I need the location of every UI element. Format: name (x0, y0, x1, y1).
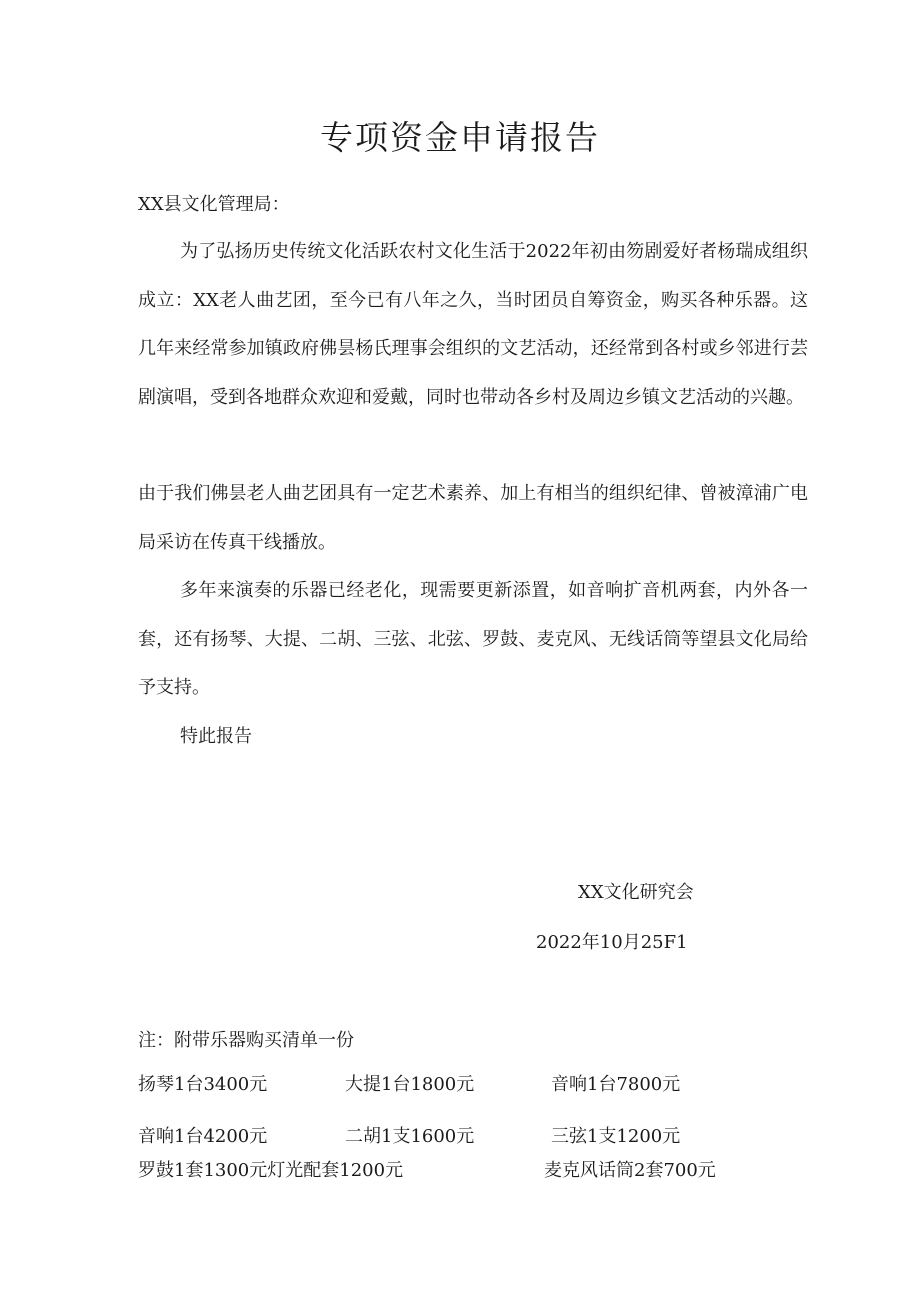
list-item: 扬琴1台3400元 (138, 1074, 268, 1095)
list-item: 音响1台4200元 (138, 1126, 268, 1147)
signature-date: 2022年10月25F1 (536, 932, 688, 953)
list-item: 音响1台7800元 (551, 1074, 681, 1095)
list-item: 大提1台1800元 (345, 1074, 475, 1095)
paragraph-reputation: 由于我们佛昙老人曲艺团具有一定艺术素养、加上有相当的组织纪律、曾被漳浦广电局采访在传真干线播放。 (138, 483, 808, 553)
list-item: 罗鼓1套1300元灯光配套1200元 (138, 1160, 404, 1181)
paragraph-founding: 为了弘扬历史传统文化活跃农村文化生活于2022年初由笏剧爱好者杨瑞成组织成立：XX老人曲艺团，至今已有八年之久，当时团员自筹资金，购买各种乐器。这几年来经常参加镇政府佛昙杨氏理事会组织的文艺活动，还经常到各村或乡邻进行芸剧演唱，受到各地群众欢迎和爱戴，同时也带动各乡村及周边乡镇文艺活动的兴趣。 (138, 241, 808, 408)
document-title: 专项资金申请报告 (320, 118, 600, 157)
list-item: 三弦1支1200元 (551, 1126, 681, 1147)
signature-organization: XX文化研究会 (578, 882, 694, 903)
paragraph-closing: 特此报告 (180, 726, 252, 747)
list-item: 麦克风话筒2套700元 (544, 1160, 716, 1181)
salutation: XX县文化管理局： (138, 194, 290, 215)
paragraph-request: 多年来演奏的乐器已经老化，现需要更新添置，如音响扩音机两套，内外各一套，还有扬琴、大提、二胡、三弦、北弦、罗鼓、麦克风、无线话筒等望县文化局给予支持。 (138, 580, 808, 698)
list-item: 二胡1支1600元 (345, 1126, 475, 1147)
attachment-note: 注：附带乐器购买清单一份 (138, 1030, 354, 1051)
